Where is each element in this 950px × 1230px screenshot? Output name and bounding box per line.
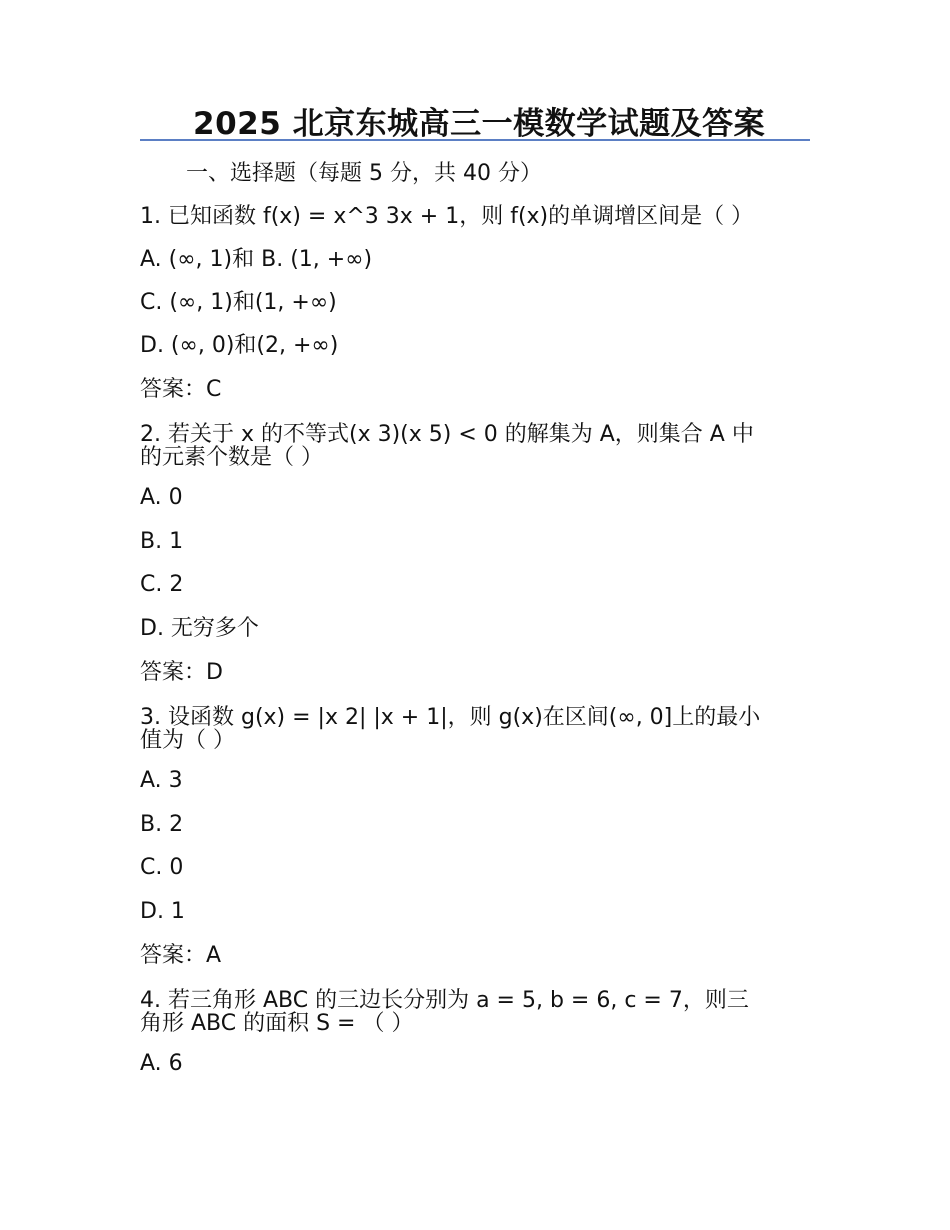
question-3-stem-line-1: 3. 设函数 g(x) = |x 2| |x + 1|，则 g(x)在区间(∞, 0]上的最小 (140, 705, 761, 730)
question-3-option-a: A. 3 (140, 768, 183, 793)
question-2-option-d: D. 无穷多个 (140, 616, 259, 641)
question-2-answer: 答案：D (140, 660, 223, 685)
question-4-option-a: A. 6 (140, 1051, 183, 1076)
question-1-option-d: D. (∞, 0)和(2, +∞) (140, 333, 339, 358)
question-2-option-b: B. 1 (140, 529, 184, 554)
question-3-answer: 答案：A (140, 943, 222, 968)
section-heading: 一、选择题（每题 5 分，共 40 分） (186, 161, 542, 186)
question-1-stem: 1. 已知函数 f(x) = x^3 3x + 1，则 f(x)的单调增区间是（ ） (140, 204, 754, 229)
question-3-option-d: D. 1 (140, 899, 185, 924)
question-1-answer: 答案：C (140, 377, 222, 402)
question-4-stem-line-1: 4. 若三角形 ABC 的三边长分别为 a = 5, b = 6, c = 7，则三 (140, 988, 749, 1013)
question-3-option-c: C. 0 (140, 855, 184, 880)
question-3-stem-line-2: 值为（ ） (140, 728, 235, 753)
question-2-option-a: A. 0 (140, 485, 183, 510)
question-3-stem (140, 706, 820, 752)
question-3-option-b: B. 2 (140, 812, 184, 837)
question-1-option-c: C. (∞, 1)和(1, +∞) (140, 290, 337, 315)
question-4-stem (140, 989, 820, 1035)
question-2-option-c: C. 2 (140, 572, 184, 597)
question-4-stem-line-2: 角形 ABC 的面积 S = （ ） (140, 1011, 414, 1036)
title-underline (140, 139, 810, 141)
question-1-option-a: A. (∞, 1)和 B. (1, +∞) (140, 247, 373, 272)
document-title: 2025 北京东城高三一模数学试题及答案 (193, 106, 766, 142)
question-2-stem-line-2: 的元素个数是（ ） (140, 445, 323, 470)
question-2-stem-line-1: 2. 若关于 x 的不等式(x 3)(x 5) < 0 的解集为 A，则集合 A 中 (140, 422, 754, 447)
question-2-stem (140, 423, 820, 469)
